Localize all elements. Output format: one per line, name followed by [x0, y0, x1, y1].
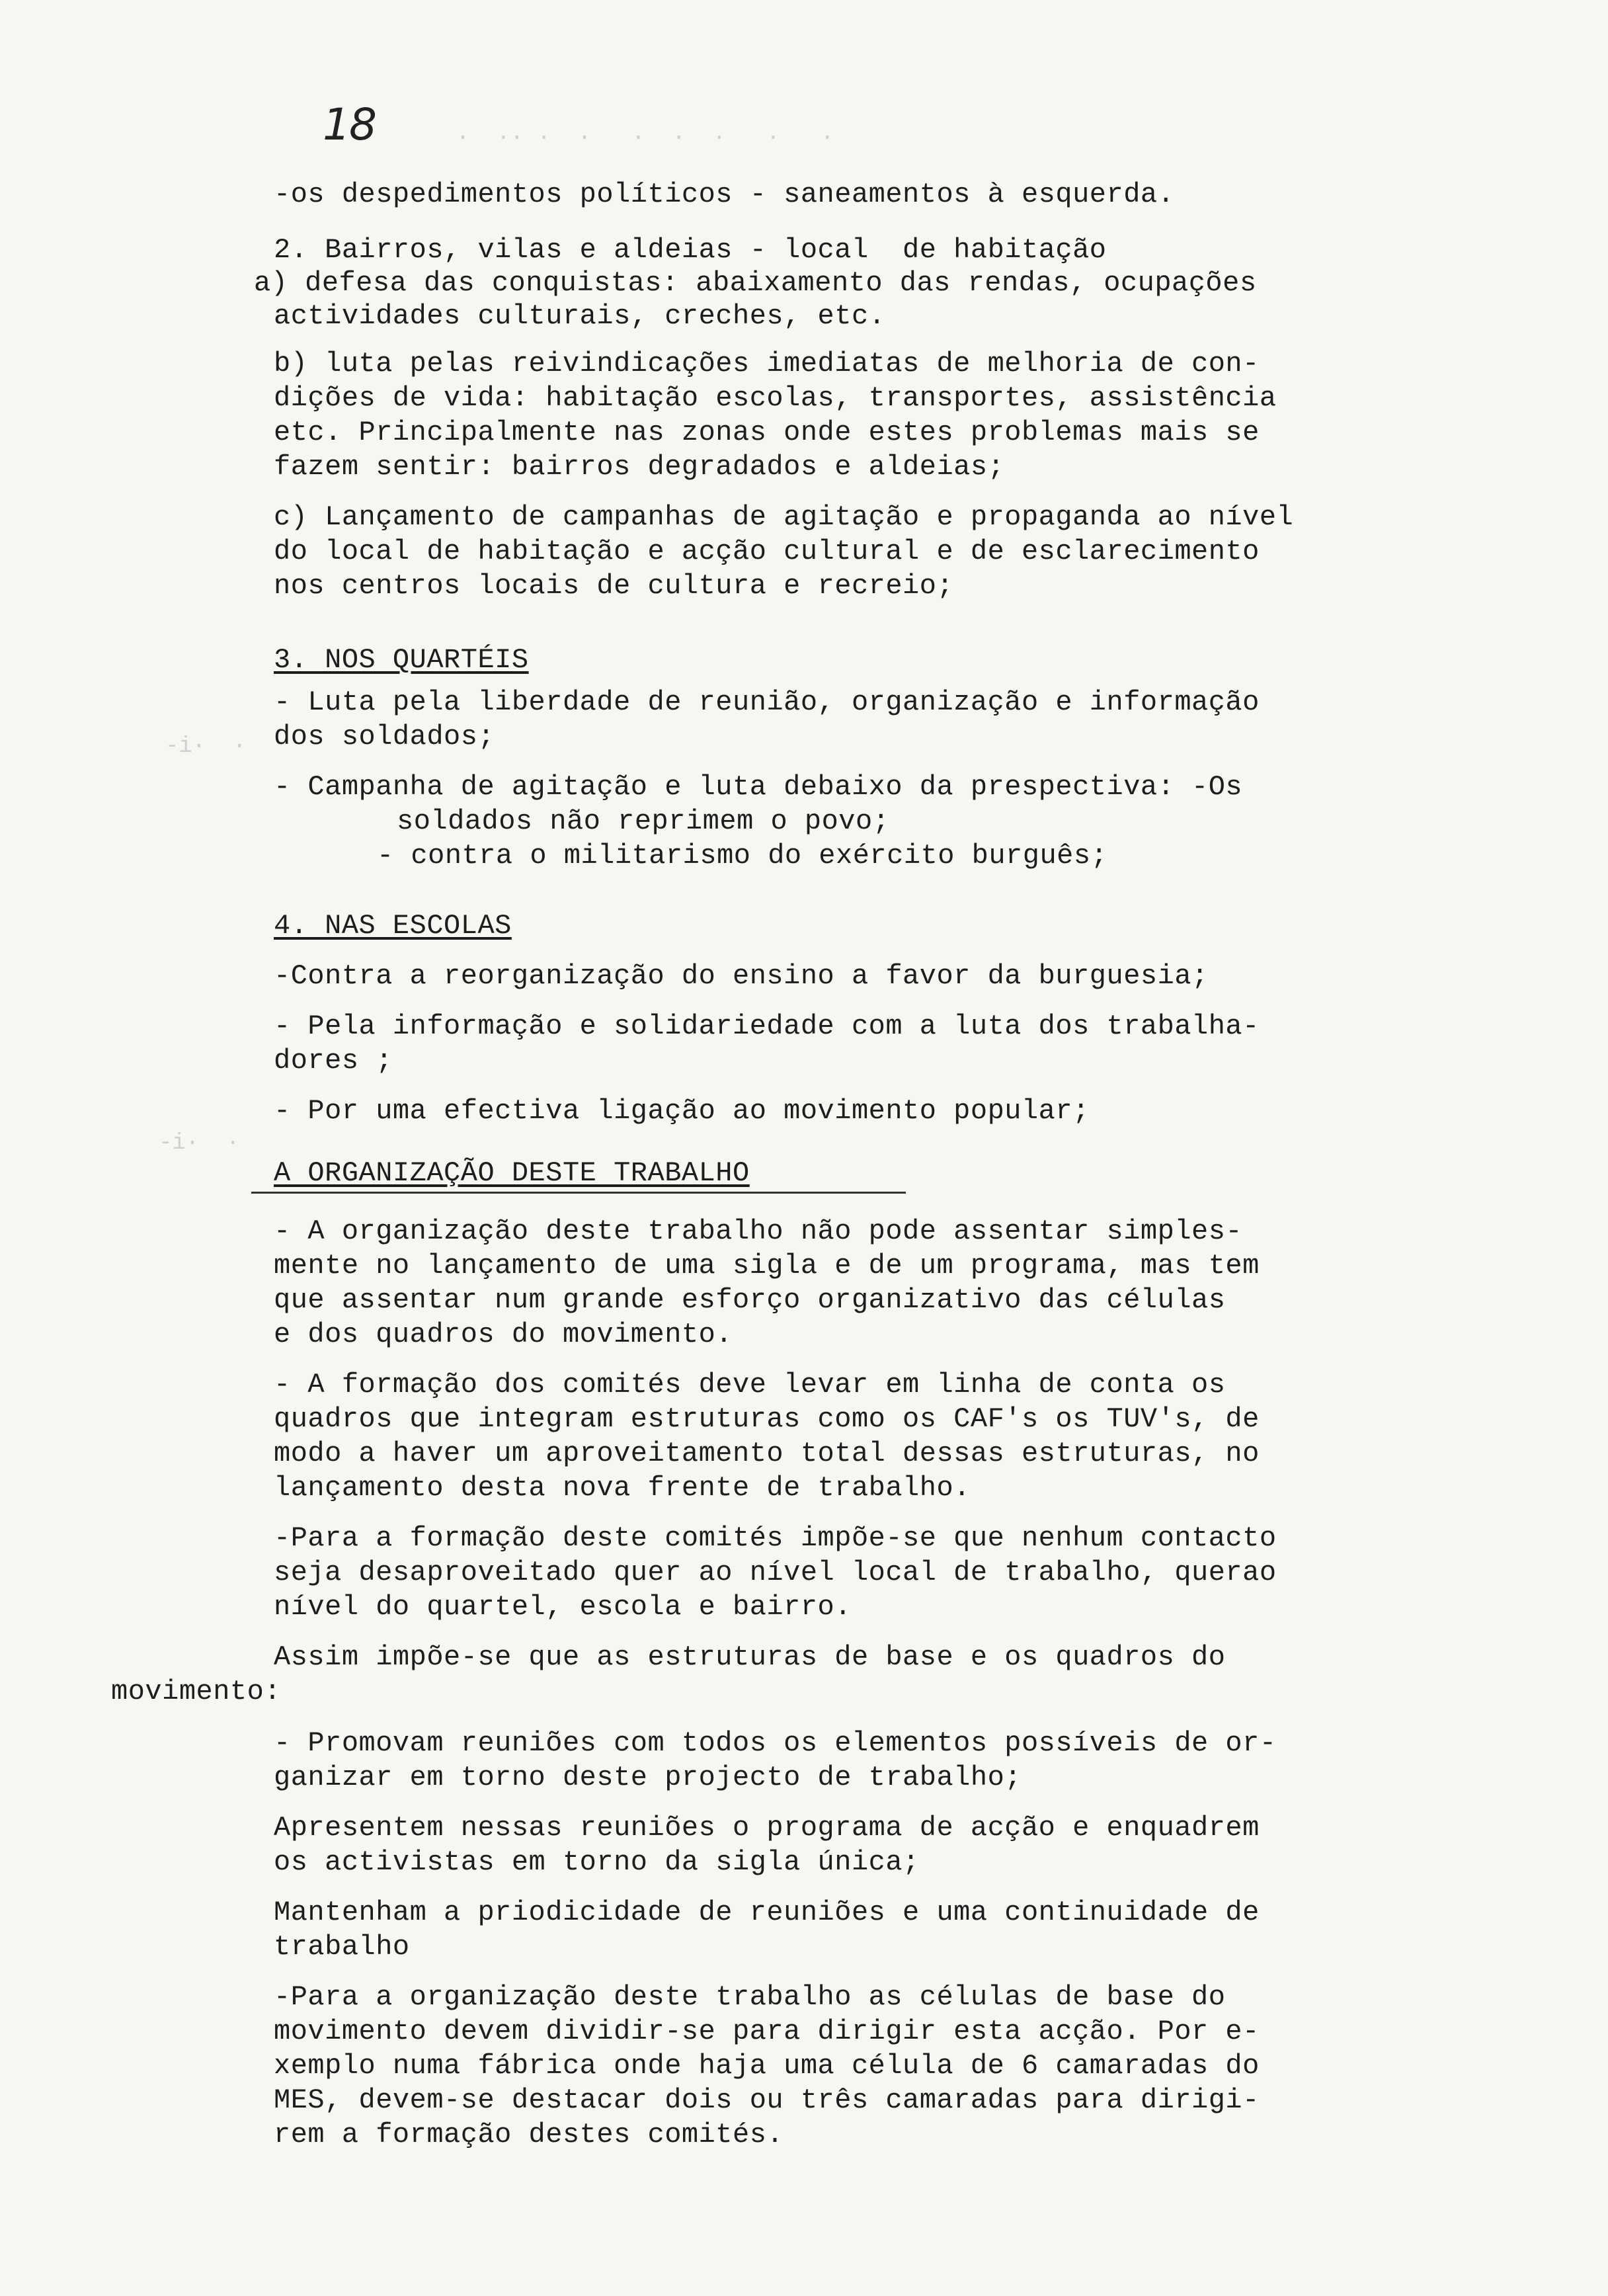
heading-rule: [251, 1192, 906, 1194]
text-line: que assentar num grande esforço organizativo das células: [274, 1284, 1226, 1316]
page-number: 18: [323, 99, 376, 150]
bleed-through-mark: -i· ·: [159, 1131, 240, 1156]
text-line: - A formação dos comités deve levar em linha de conta os: [274, 1369, 1226, 1401]
text-line: - A organização deste trabalho não pode assentar simples-: [274, 1215, 1243, 1247]
text-line: - Por uma efectiva ligação ao movimento popular;: [274, 1095, 1090, 1127]
text-line: movimento devem dividir-se para dirigir esta acção. Por e-: [274, 2016, 1260, 2047]
text-line: dores ;: [274, 1045, 393, 1077]
text-line: 2. Bairros, vilas e aldeias - local de habitação: [274, 234, 1107, 266]
text-line: etc. Principalmente nas zonas onde estes problemas mais se: [274, 417, 1260, 448]
text-line: os activistas em torno da sigla única;: [274, 1846, 920, 1878]
text-line: modo a haver um aproveitamento total dessas estruturas, no: [274, 1438, 1260, 1469]
text-line: b) luta pelas reivindicações imediatas de melhoria de con-: [274, 348, 1260, 380]
text-line: lançamento desta nova frente de trabalho.: [274, 1472, 971, 1504]
text-line: Mantenham a priodicidade de reuniões e uma continuidade de: [274, 1897, 1260, 1928]
text-line: -Para a formação deste comités impõe-se que nenhum contacto: [274, 1522, 1277, 1554]
text-line: nível do quartel, escola e bairro.: [274, 1591, 852, 1623]
text-line: -Para a organização deste trabalho as células de base do: [274, 1981, 1226, 2013]
text-line: movimento:: [111, 1676, 282, 1707]
text-line: seja desaproveitado quer ao nível local de trabalho, querao: [274, 1557, 1277, 1588]
text-line: ganizar em torno deste projecto de trabalho;: [274, 1762, 1022, 1793]
text-line: dos soldados;: [274, 721, 495, 753]
text-line: -Contra a reorganização do ensino a favor da burguesia;: [274, 960, 1209, 992]
text-line: xemplo numa fábrica onde haja uma célula de 6 camaradas do: [274, 2050, 1260, 2082]
text-line: rem a formação destes comités.: [274, 2119, 784, 2151]
text-line: actividades culturais, creches, etc.: [274, 300, 886, 332]
text-line: do local de habitação e acção cultural e de esclarecimento: [274, 536, 1260, 567]
bleed-through-mark: -i· ·: [165, 734, 247, 759]
text-line: a) defesa das conquistas: abaixamento das rendas, ocupações: [254, 267, 1257, 299]
bleed-through-mark: · ·· · · · · · · ·: [456, 126, 834, 151]
text-line: nos centros locais de cultura e recreio;: [274, 570, 954, 602]
section-heading: 3. NOS QUARTÉIS: [274, 644, 529, 676]
text-line: e dos quadros do movimento.: [274, 1319, 733, 1350]
text-line: dições de vida: habitação escolas, transportes, assistência: [274, 382, 1277, 414]
text-line: - Promovam reuniões com todos os elementos possíveis de or-: [274, 1727, 1277, 1759]
text-line: MES, devem-se destacar dois ou três camaradas para dirigi-: [274, 2084, 1260, 2116]
text-line: Assim impõe-se que as estruturas de base e os quadros do: [274, 1641, 1226, 1673]
text-line: fazem sentir: bairros degradados e aldeias;: [274, 451, 1005, 483]
text-line: trabalho: [274, 1931, 410, 1963]
text-line: mente no lançamento de uma sigla e de um programa, mas tem: [274, 1250, 1260, 1282]
text-line: Apresentem nessas reuniões o programa de acção e enquadrem: [274, 1812, 1260, 1844]
text-line: c) Lançamento de campanhas de agitação e propaganda ao nível: [274, 501, 1294, 533]
text-line: - Campanha de agitação e luta debaixo da prespectiva: -Os: [274, 771, 1243, 803]
section-heading: A ORGANIZAÇÃO DESTE TRABALHO: [274, 1157, 750, 1189]
section-heading: 4. NAS ESCOLAS: [274, 910, 512, 942]
text-line: - contra o militarismo do exército burguês;: [377, 840, 1108, 872]
text-line: quadros que integram estruturas como os CAF's os TUV's, de: [274, 1403, 1260, 1435]
text-line: - Luta pela liberdade de reunião, organização e informação: [274, 686, 1260, 718]
text-line: -os despedimentos políticos - saneamentos à esquerda.: [274, 179, 1175, 210]
text-line: - Pela informação e solidariedade com a luta dos trabalha-: [274, 1010, 1260, 1042]
text-line: soldados não reprimem o povo;: [397, 805, 890, 837]
